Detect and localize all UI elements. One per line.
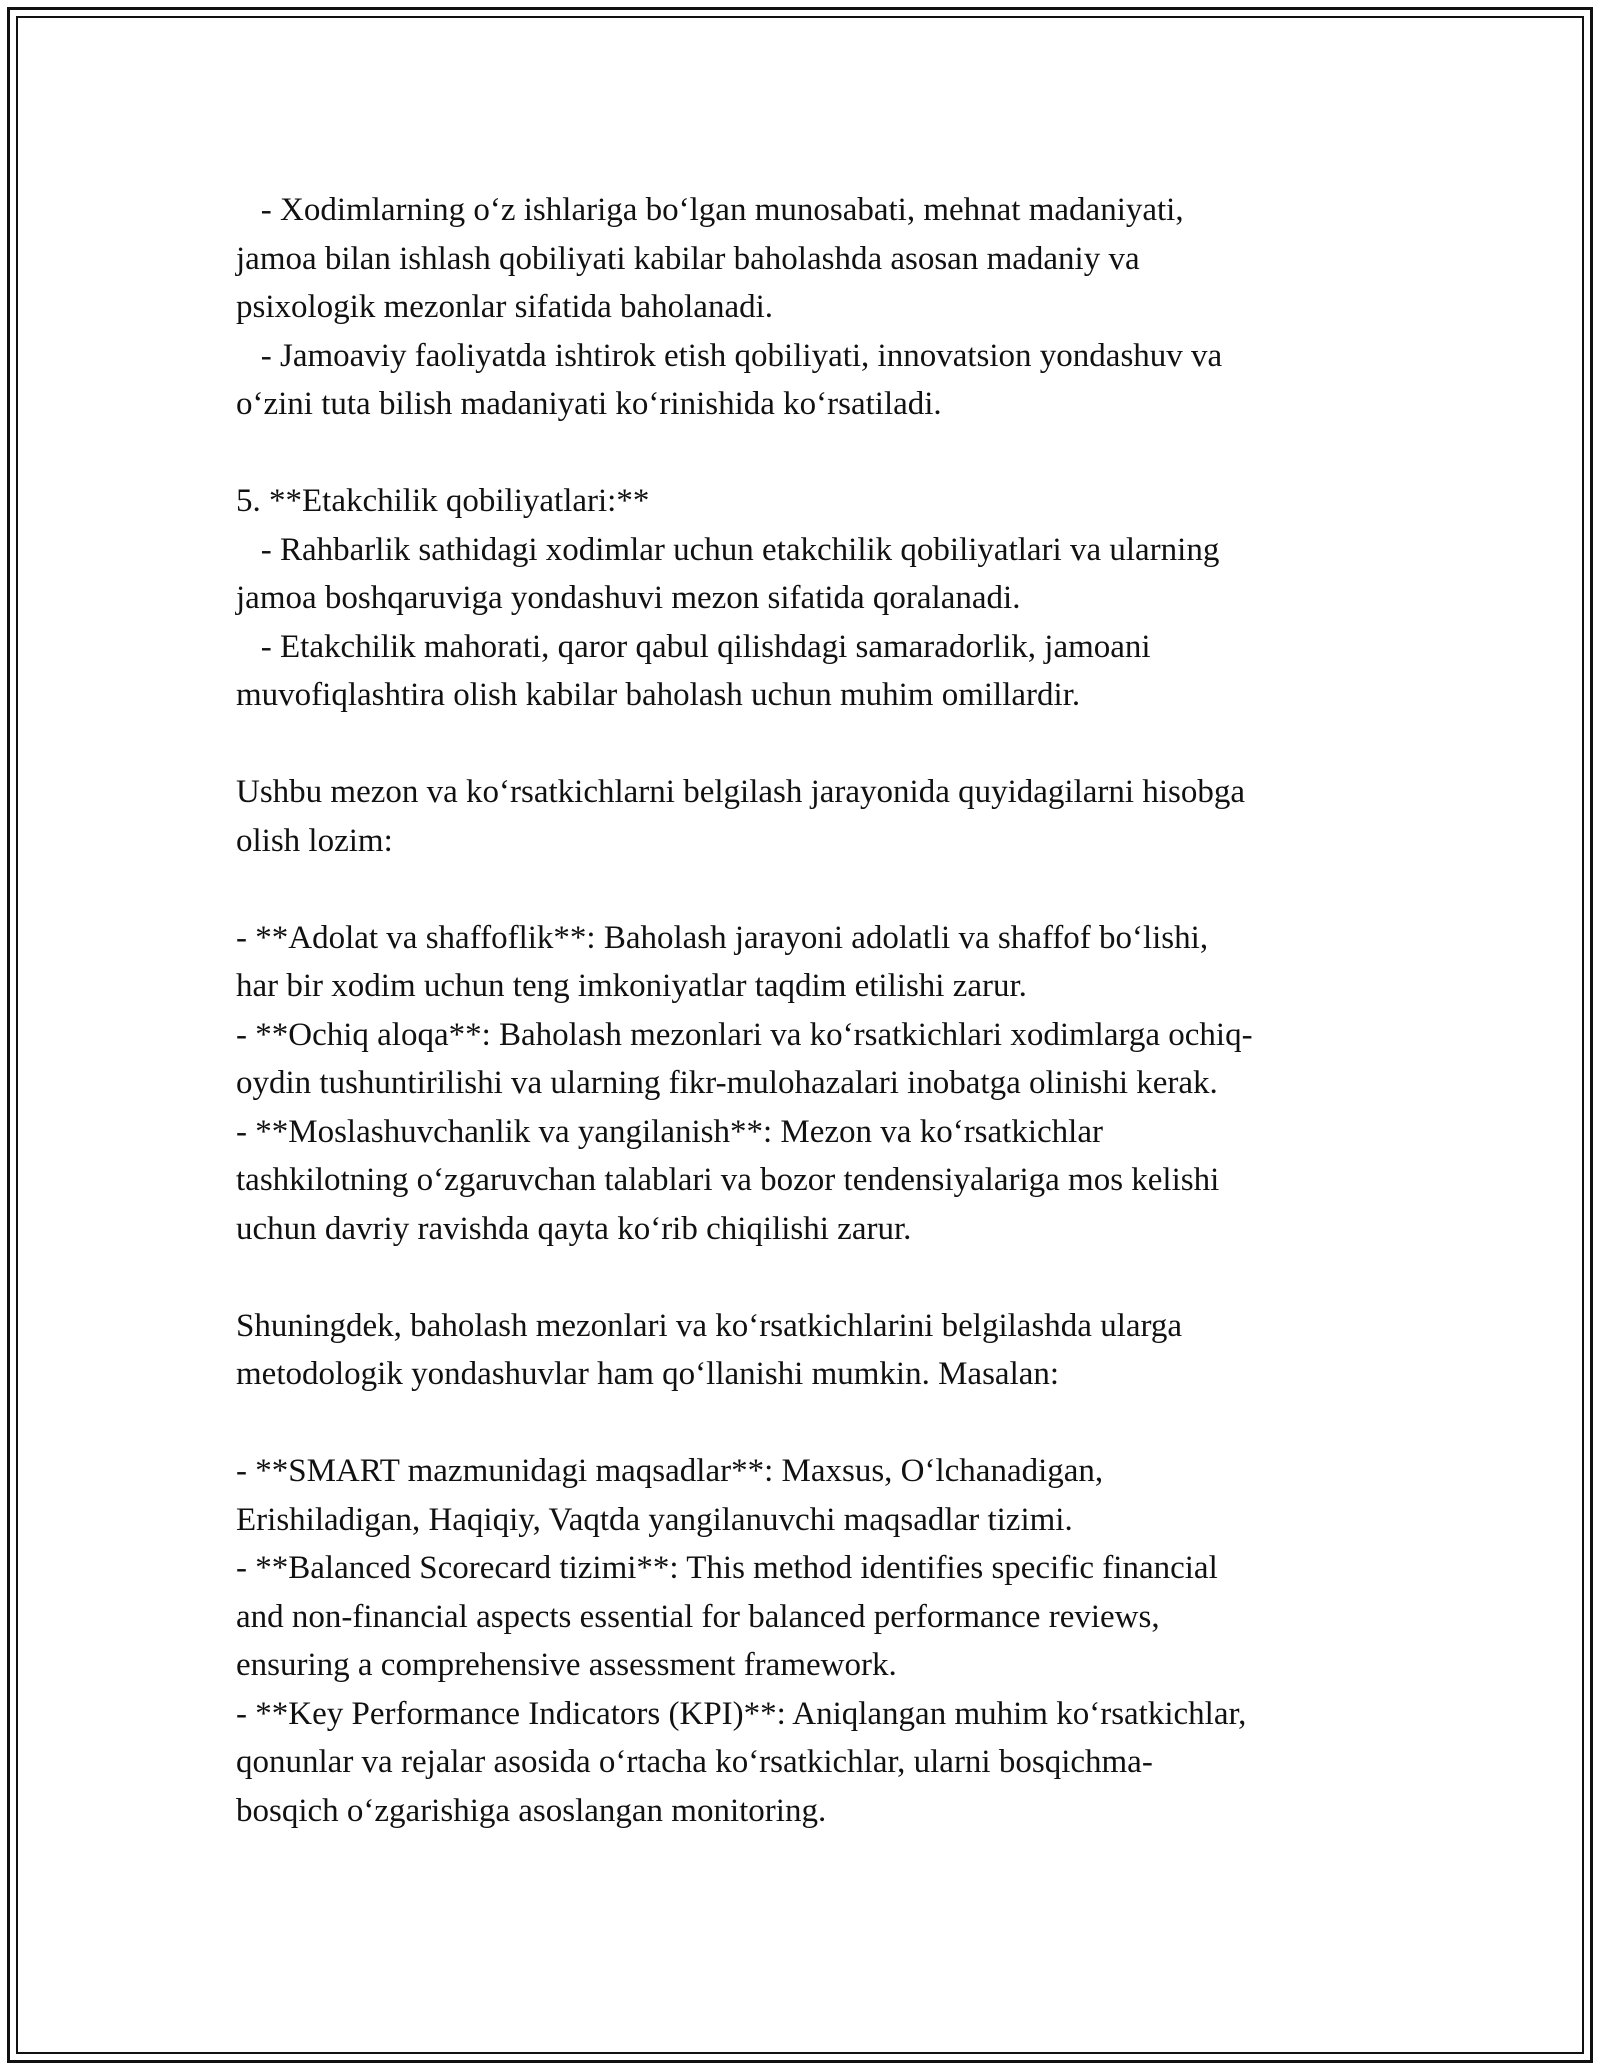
text-line: qonunlar va rejalar asosida o‘rtacha ko‘rsatkichlar, ularni bosqichma- xyxy=(236,1744,1153,1780)
document-body xyxy=(236,186,1386,1835)
list-item: - **SMART mazmunidagi maqsadlar**: Maxsus, O‘lchanadigan, xyxy=(236,1453,1104,1489)
text-line: oydin tushuntirilishi va ularning fikr-mulohazalari inobatga olinishi kerak. xyxy=(236,1065,1218,1101)
text-line: - Etakchilik mahorati, qaror qabul qilishdagi samaradorlik, jamoani xyxy=(236,628,1151,665)
text-line: ensuring a comprehensive assessment framework. xyxy=(236,1647,897,1683)
text-line: uchun davriy ravishda qayta ko‘rib chiqilishi zarur. xyxy=(236,1210,912,1247)
text-line: Shuningdek, baholash mezonlari va ko‘rsatkichlarini belgilashda ularga xyxy=(236,1307,1183,1344)
text-line: jamoa boshqaruviga yondashuvi mezon sifatida qoralanadi. xyxy=(236,580,1021,616)
text-line: Ushbu mezon va ko‘rsatkichlarni belgilash jarayonida quyidagilarni hisobga xyxy=(236,774,1245,810)
text-line: bosqich o‘zgarishiga asoslangan monitoring. xyxy=(236,1792,827,1829)
blank-line xyxy=(236,720,1386,769)
text-line: olish lozim: xyxy=(236,822,393,859)
text-line: Erishiladigan, Haqiqiy, Vaqtda yangilanuvchi maqsadlar tizimi. xyxy=(236,1501,1073,1538)
text-line: psixologik mezonlar sifatida baholanadi. xyxy=(236,289,774,325)
text-line: - Rahbarlik sathidagi xodimlar uchun etakchilik qobiliyatlari va ularning xyxy=(236,531,1220,568)
blank-line xyxy=(236,1399,1386,1448)
list-item: - **Moslashuvchanlik va yangilanish**: Mezon va ko‘rsatkichlar xyxy=(236,1113,1103,1150)
text-line: - Xodimlarning o‘z ishlariga bo‘lgan munosabati, mehnat madaniyati, xyxy=(236,192,1184,228)
section-heading: 5. **Etakchilik qobiliyatlari:** xyxy=(236,483,650,519)
text-line: o‘zini tuta bilish madaniyati ko‘rinishida ko‘rsatiladi. xyxy=(236,386,942,422)
text-line: and non-financial aspects essential for balanced performance reviews, xyxy=(236,1598,1160,1635)
text-line: har bir xodim uchun teng imkoniyatlar taqdim etilishi zarur. xyxy=(236,968,1027,1004)
blank-line xyxy=(236,429,1386,478)
list-item: - **Key Performance Indicators (KPI)**: Aniqlangan muhim ko‘rsatkichlar, xyxy=(236,1695,1247,1732)
list-item: - **Adolat va shaffoflik**: Baholash jarayoni adolatli va shaffof bo‘lishi, xyxy=(236,919,1209,956)
text-line: metodologik yondashuvlar ham qo‘llanishi mumkin. Masalan: xyxy=(236,1356,1060,1392)
list-item: - **Balanced Scorecard tizimi**: This method identifies specific financial xyxy=(236,1550,1218,1586)
text-line: - Jamoaviy faoliyatda ishtirok etish qobiliyati, innovatsion yondashuv va xyxy=(236,337,1223,374)
blank-line xyxy=(236,865,1386,914)
text-line: tashkilotning o‘zgaruvchan talablari va bozor tendensiyalariga mos kelishi xyxy=(236,1162,1220,1198)
text-line: jamoa bilan ishlash qobiliyati kabilar baholashda asosan madaniy va xyxy=(236,240,1140,277)
blank-line xyxy=(236,1253,1386,1302)
list-item: - **Ochiq aloqa**: Baholash mezonlari va ko‘rsatkichlari xodimlarga ochiq- xyxy=(236,1016,1253,1053)
text-line: muvofiqlashtira olish kabilar baholash uchun muhim omillardir. xyxy=(236,677,1081,713)
